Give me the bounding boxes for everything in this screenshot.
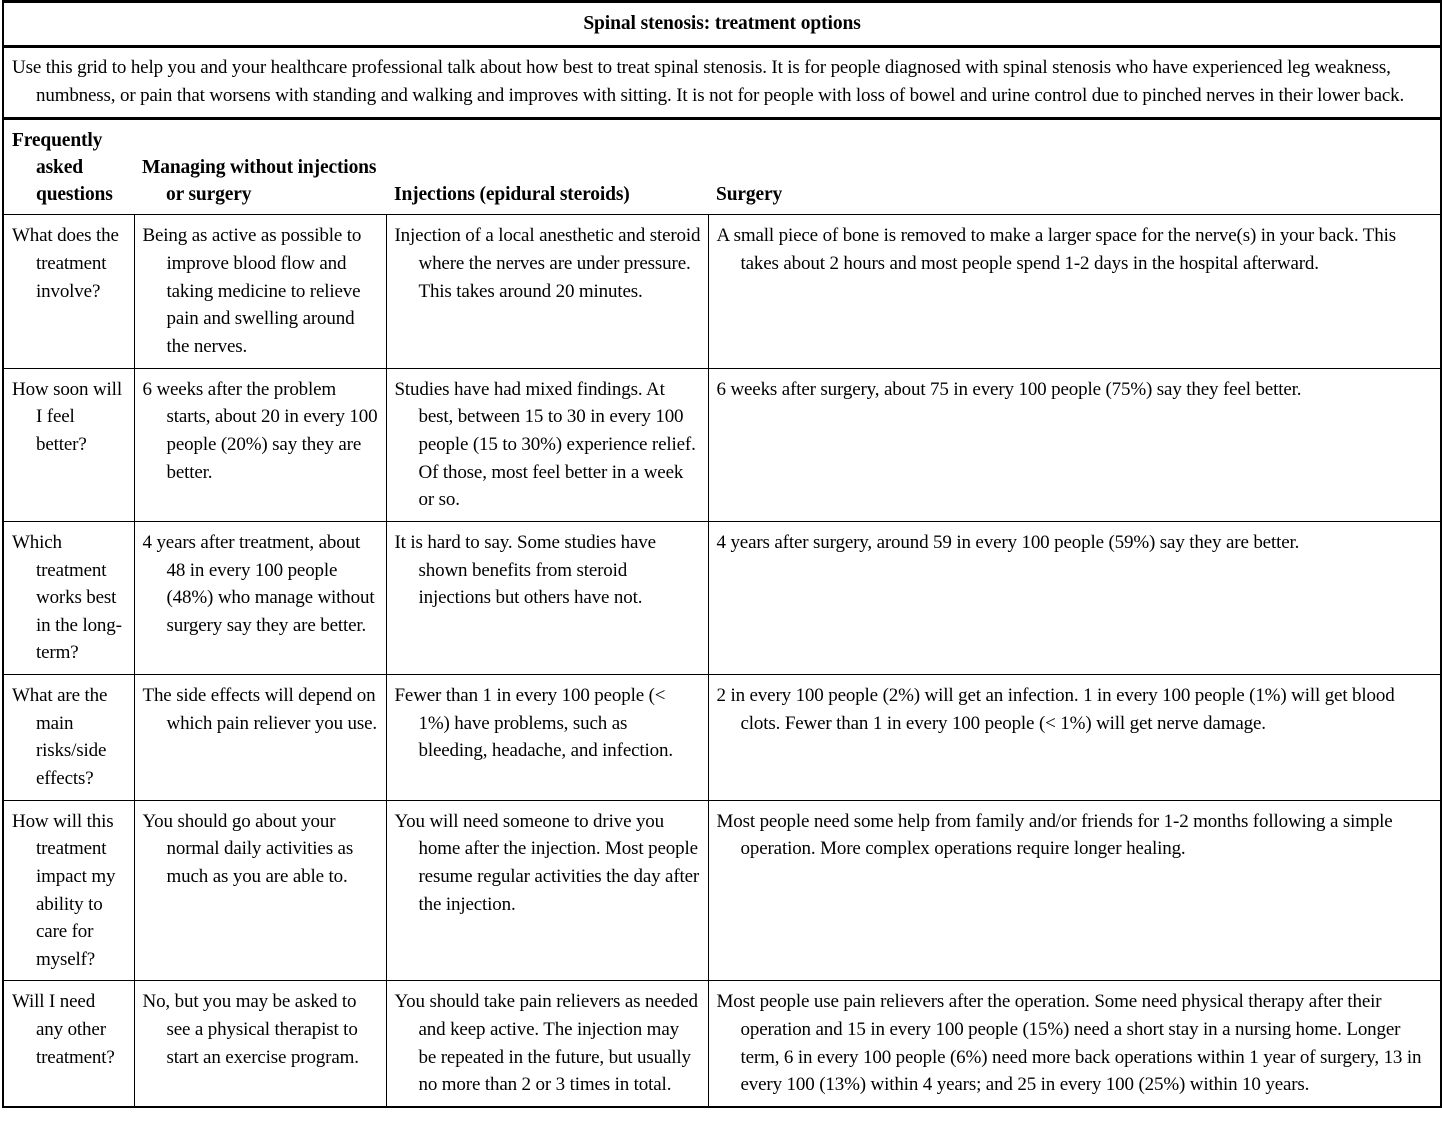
injections-text: It is hard to say. Some studies have shown benefits from steroid injections but others have not. — [394, 531, 656, 609]
injections-cell — [386, 800, 708, 981]
managing-cell — [134, 215, 386, 368]
question-text: How will this treatment impact my ability to care for myself? — [12, 810, 116, 970]
table-row — [3, 675, 1441, 801]
managing-text: The side effects will depend on which pain reliever you use. — [142, 685, 378, 734]
injections-cell — [386, 675, 708, 801]
column-header-questions — [3, 119, 134, 215]
injections-cell — [386, 981, 708, 1107]
injections-cell — [386, 368, 708, 521]
surgery-text: 6 weeks after surgery, about 75 in every 100 people (75%) say they feel better. — [716, 378, 1302, 400]
question-text: What does the treatment involve? — [12, 225, 119, 302]
question-text: Which treatment works best in the long-term? — [12, 531, 122, 664]
question-cell — [3, 800, 134, 981]
managing-text: 6 weeks after the problem starts, about 20 in every 100 people (20%) say they are better. — [142, 378, 378, 483]
table-row — [3, 981, 1441, 1107]
column-header-surgery-label: Surgery — [716, 184, 783, 206]
question-text: How soon will I feel better? — [12, 378, 122, 455]
column-header-questions-label: Frequently asked questions — [12, 130, 113, 206]
injections-cell — [386, 215, 708, 368]
injections-text: You should take pain relievers as needed and keep active. The injection may be repeated in the future, but usually no more than 2 or 3 times in total. — [394, 991, 698, 1096]
column-header-managing — [134, 119, 386, 215]
question-text: What are the main risks/side effects? — [12, 685, 108, 789]
column-header-surgery — [708, 119, 1441, 215]
surgery-cell — [708, 521, 1441, 674]
managing-cell — [134, 675, 386, 801]
surgery-cell — [708, 981, 1441, 1107]
injections-text: Studies have had mixed findings. At best, between 15 to 30 in every 100 people (15 to 30%) experience relief. Of those, most feel better in a week or so. — [394, 378, 696, 511]
surgery-text: 2 in every 100 people (2%) will get an infection. 1 in every 100 people (1%) will get blood clots. Fewer than 1 in every 100 people (< 1%) will get nerve damage. — [716, 685, 1395, 734]
table-row — [3, 368, 1441, 521]
title-row — [3, 2, 1441, 47]
treatment-options-grid — [2, 0, 1442, 1108]
table-row — [3, 800, 1441, 981]
surgery-text: 4 years after surgery, around 59 in every 100 people (59%) say they are better. — [716, 531, 1300, 553]
column-header-managing-label: Managing without injections or surgery — [142, 157, 377, 206]
injections-text: Fewer than 1 in every 100 people (< 1%) have problems, such as bleeding, headache, and infection. — [394, 685, 673, 762]
page-title: Spinal stenosis: treatment options — [3, 2, 1441, 47]
intro-paragraph: Use this grid to help you and your healthcare professional talk about how best to treat spinal stenosis. It is for people diagnosed with spinal stenosis who have experienced leg weakness, numbness, or pain that worsens with standing and walking and improves with sitting. It is not for people with loss of bowel and urine control due to pinched nerves in their lower back. — [12, 57, 1405, 107]
intro-paragraph-cell — [3, 47, 1441, 119]
injections-text: Injection of a local anesthetic and steroid where the nerves are under pressure. This takes around 20 minutes. — [394, 225, 701, 302]
injections-cell — [386, 521, 708, 674]
question-cell — [3, 981, 134, 1107]
surgery-cell — [708, 215, 1441, 368]
managing-text: No, but you may be asked to see a physical therapist to start an exercise program. — [142, 991, 359, 1068]
column-header-injections — [386, 119, 708, 215]
managing-text: 4 years after treatment, about 48 in every 100 people (48%) who manage without surgery say they are better. — [142, 531, 375, 636]
table-row — [3, 521, 1441, 674]
column-header-injections-label: Injections (epidural steroids) — [394, 184, 630, 206]
question-cell — [3, 521, 134, 674]
surgery-cell — [708, 368, 1441, 521]
surgery-cell — [708, 675, 1441, 801]
header-row — [3, 119, 1441, 215]
surgery-text: A small piece of bone is removed to make a larger space for the nerve(s) in your back. This takes about 2 hours and most people spend 1-2 days in the hospital afterward. — [716, 225, 1396, 275]
intro-row — [3, 47, 1441, 119]
injections-text: You will need someone to drive you home after the injection. Most people resume regular activities the day after the injection. — [394, 810, 700, 915]
surgery-text: Most people need some help from family and/or friends for 1-2 months following a simple operation. More complex operations require longer healing. — [716, 810, 1393, 860]
managing-text: Being as active as possible to improve blood flow and taking medicine to relieve pain and swelling around the nerves. — [142, 225, 362, 358]
managing-cell — [134, 981, 386, 1107]
surgery-text: Most people use pain relievers after the operation. Some need physical therapy after their operation and 15 in every 100 people (15%) need a short stay in a nursing home. Longer term, 6 in every 100 people (6%) need more back operations within 1 year of surgery, 13 in every 100 (13%) within 4 years; and 25 in every 100 (25%) within 10 years. — [716, 991, 1422, 1096]
question-cell — [3, 368, 134, 521]
managing-text: You should go about your normal daily activities as much as you are able to. — [142, 810, 354, 887]
question-cell — [3, 215, 134, 368]
managing-cell — [134, 368, 386, 521]
question-cell — [3, 675, 134, 801]
managing-cell — [134, 800, 386, 981]
question-text: Will I need any other treatment? — [12, 991, 115, 1068]
table-row — [3, 215, 1441, 368]
surgery-cell — [708, 800, 1441, 981]
managing-cell — [134, 521, 386, 674]
